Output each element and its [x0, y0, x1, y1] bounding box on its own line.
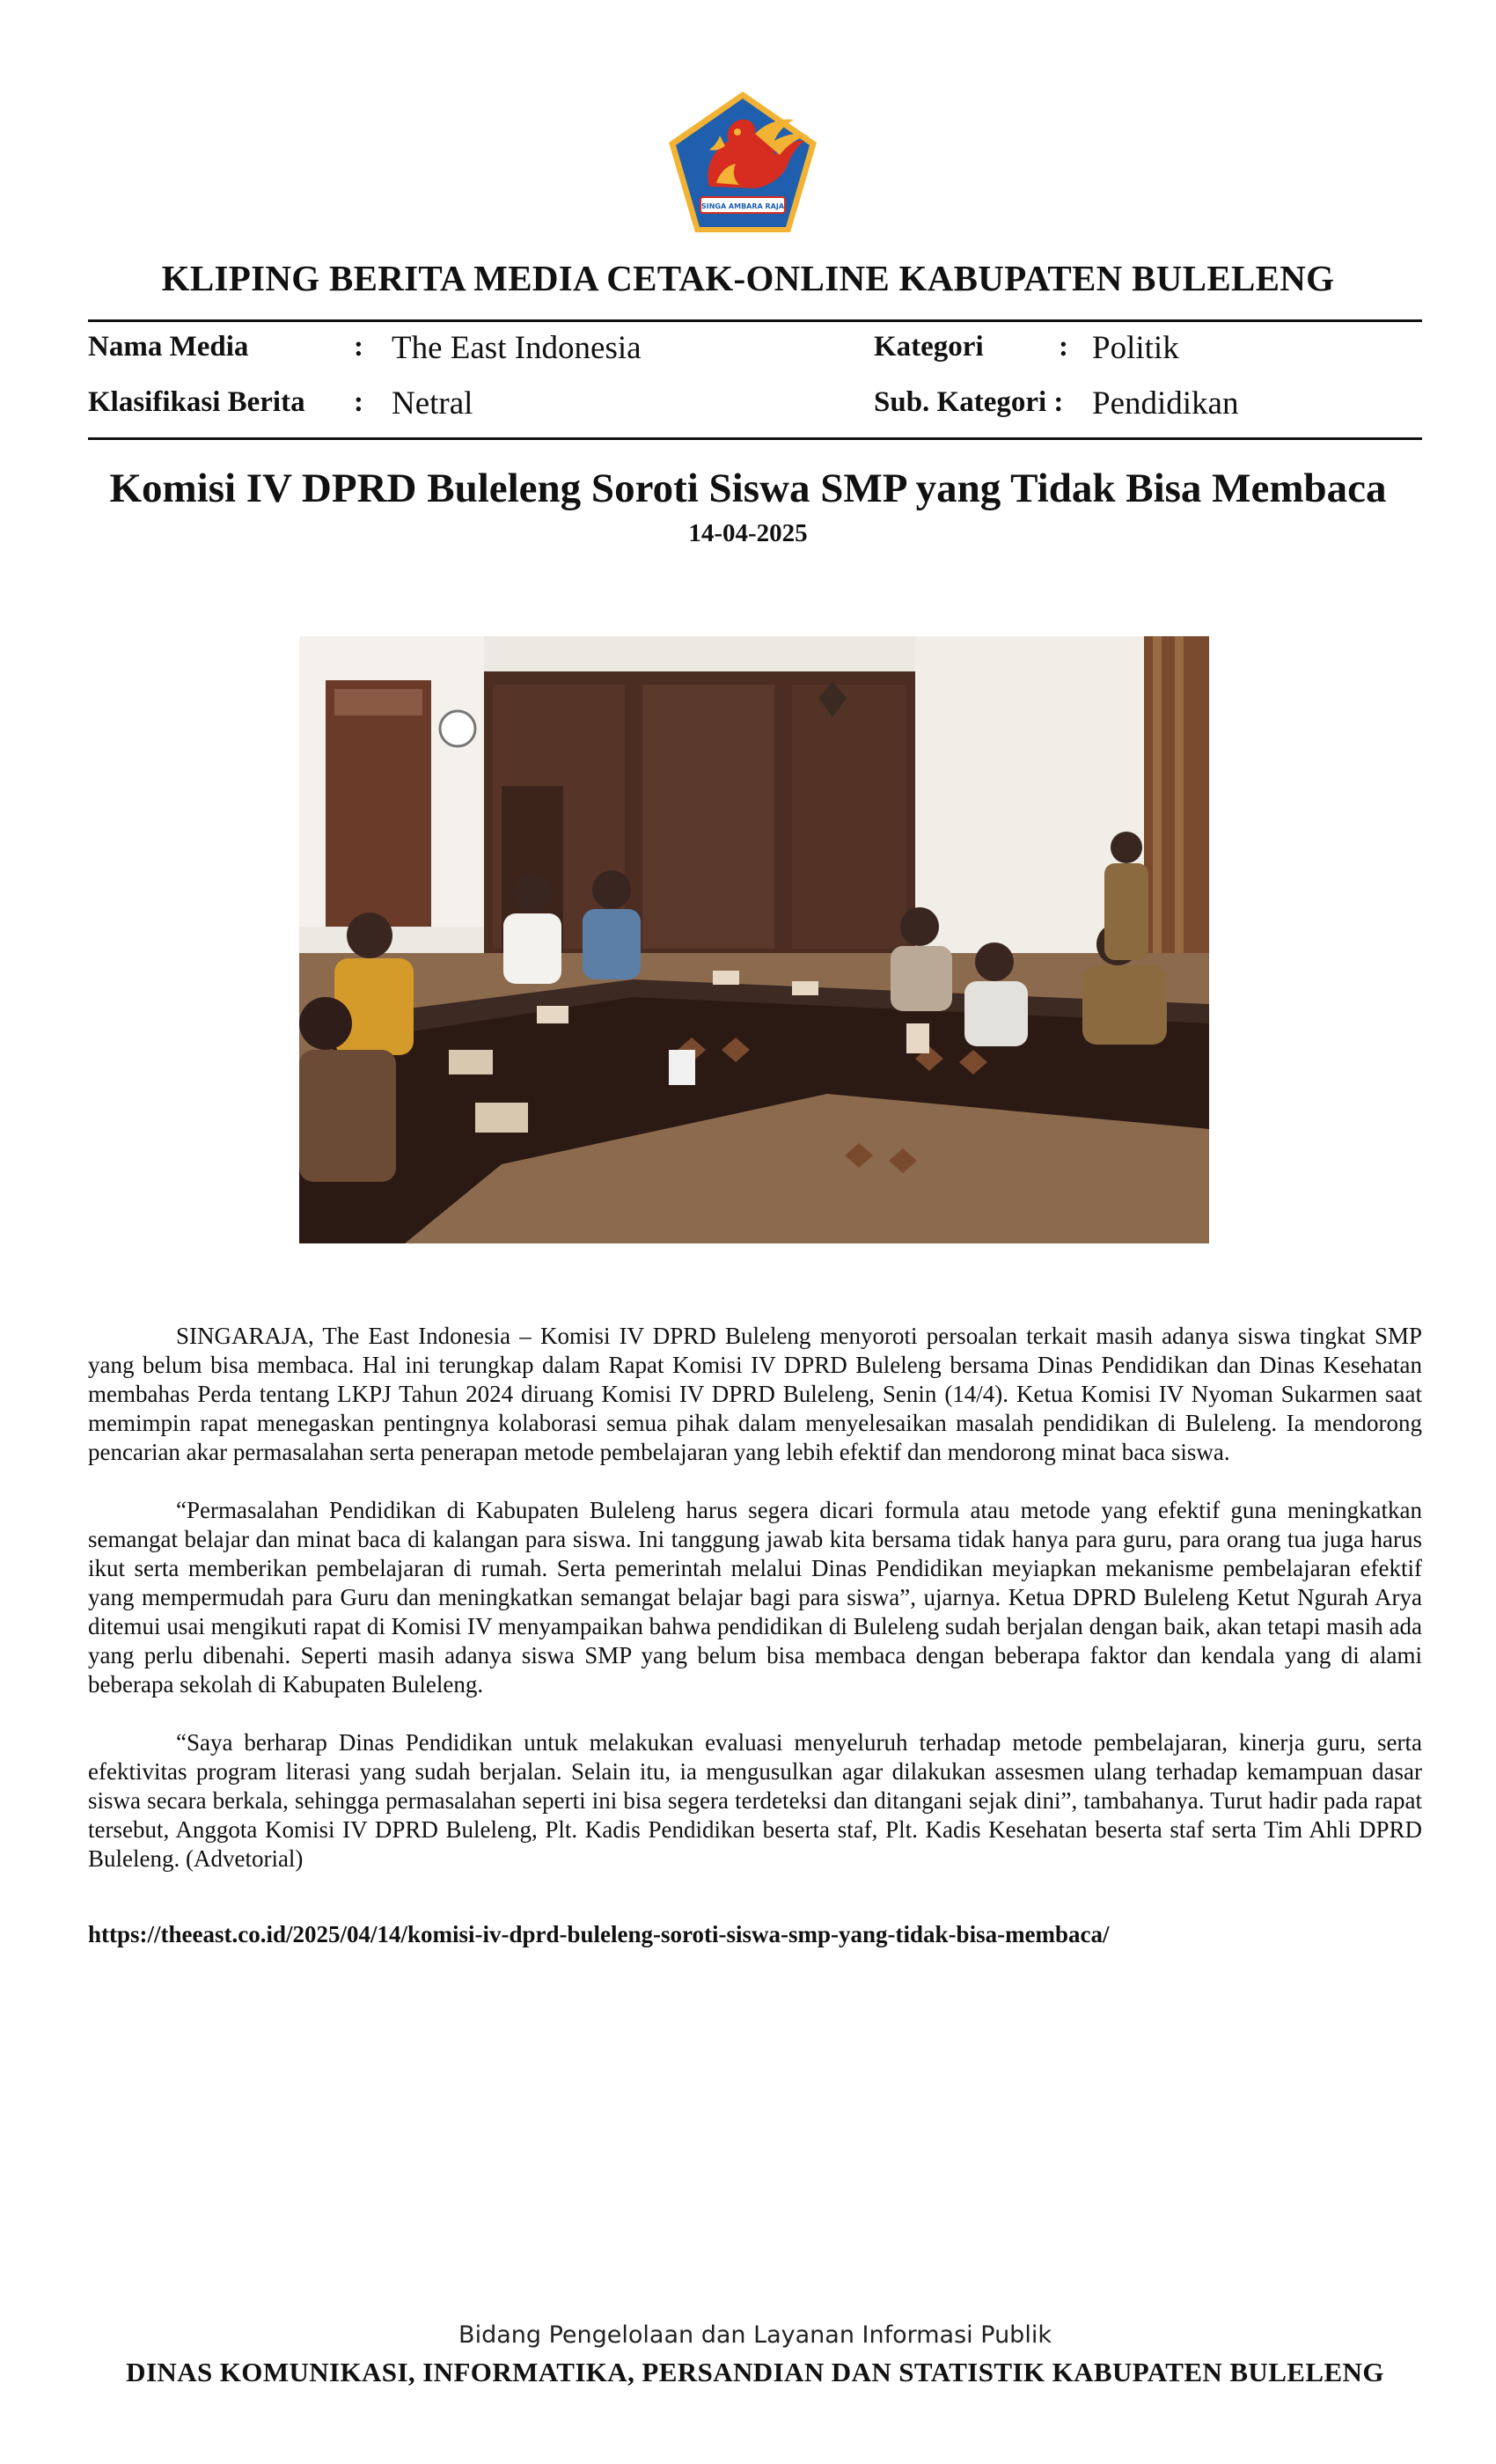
document-title: KLIPING BERITA MEDIA CETAK-ONLINE KABUPATEN BULELENG	[161, 258, 1335, 298]
media-name-colon: :	[354, 331, 363, 363]
subcategory-value: Pendidikan	[1092, 385, 1239, 422]
category-value: Politik	[1092, 330, 1179, 366]
source-url-link[interactable]: https://theeast.co.id/2025/04/14/komisi-iv-dprd-buleleng-soroti-siswa-smp-yang-tidak-bisa-membaca/	[88, 1921, 1110, 1947]
logo-banner-text: SINGA AMBARA RAJA	[700, 202, 785, 210]
category-colon: :	[1059, 331, 1068, 363]
article-body	[88, 1322, 1422, 1903]
header-divider-top	[88, 319, 1422, 322]
subcategory-label: Sub. Kategori :	[874, 386, 1064, 418]
media-name-value: The East Indonesia	[392, 330, 642, 366]
news-classification-label: Klasifikasi Berita	[88, 386, 305, 418]
singa-ambara-raja-emblem-icon	[664, 88, 822, 236]
article-paragraph: SINGARAJA, The East Indonesia – Komisi IV DPRD Buleleng menyoroti persoalan terkait masih adanya siswa tingkat SMP yang belum bisa membaca. Hal ini terungkap dalam Rapat Komisi IV DPRD Buleleng bersama Dinas Pendidikan dan Dinas Kesehatan membahas Perda tentang LKPJ Tahun 2024 diruang Komisi IV DPRD Buleleng, Senin (14/4). Ketua Komisi IV Nyoman Sukarmen saat memimpin rapat menegaskan pentingnya kolaborasi semua pihak dalam menyelesaikan masalah pendidikan di Buleleng. Ia mendorong pencarian akar permasalahan serta penerapan metode pembelajaran yang lebih efektif dan mendorong minat baca siswa.	[88, 1323, 1422, 1465]
article-paragraph: “Permasalahan Pendidikan di Kabupaten Buleleng harus segera dicari formula atau metode yang efektif guna meningkatkan semangat belajar dan minat baca di kalangan para siswa. Ini tanggung jawab kita bersama tidak hanya para guru, para orang tua juga harus ikut serta memberikan pembelajaran di rumah. Serta pemerintah melalui Dinas Pendidikan meyiapkan mekanisme pembelajaran efektif yang mempermudah para Guru dan meningkatkan semangat belajar bagi para siswa”, ujarnya. Ketua DPRD Buleleng Ketut Ngurah Arya ditemui usai mengikuti rapat di Komisi IV menyampaikan bahwa pendidikan di Buleleng sudah berjalan dengan baik, akan tetapi masih ada yang perlu dibenahi. Seperti masih adanya siswa SMP yang belum bisa membaca dengan beberapa faktor dan kendala yang di alami beberapa sekolah di Kabupaten Buleleng.	[88, 1497, 1422, 1698]
news-classification-value: Netral	[392, 385, 473, 422]
category-label: Kategori	[874, 331, 984, 363]
article-paragraph: “Saya berharap Dinas Pendidikan untuk melakukan evaluasi menyeluruh terhadap metode pembelajaran, kinerja guru, serta efektivitas program literasi yang sudah berjalan. Selain itu, ia mengusulkan agar dilakukan assesmen ulang terhadap kemampuan dasar siswa secara berkala, sehingga permasalahan seperti ini bisa segera terdeteksi dan ditangani sejak dini”, tambahanya. Turut hadir pada rapat tersebut, Anggota Komisi IV DPRD Buleleng, Plt. Kadis Pendidikan beserta staf, Plt. Kadis Kesehatan beserta staf serta Tim Ahli DPRD Buleleng. (Advetorial)	[88, 1729, 1422, 1872]
media-name-label: Nama Media	[88, 331, 249, 363]
footer-department: Bidang Pengelolaan dan Layanan Informasi Publik	[458, 2321, 1052, 2349]
footer-agency: DINAS KOMUNIKASI, INFORMATIKA, PERSANDIAN DAN STATISTIK KABUPATEN BULELENG	[126, 2357, 1384, 2387]
meeting-room-photo-icon	[299, 636, 1209, 1243]
article-title: Komisi IV DPRD Buleleng Soroti Siswa SMP yang Tidak Bisa Membaca	[109, 466, 1387, 511]
news-classification-colon: :	[354, 386, 363, 418]
header-divider-bottom	[88, 437, 1422, 440]
article-date: 14-04-2025	[688, 519, 808, 547]
